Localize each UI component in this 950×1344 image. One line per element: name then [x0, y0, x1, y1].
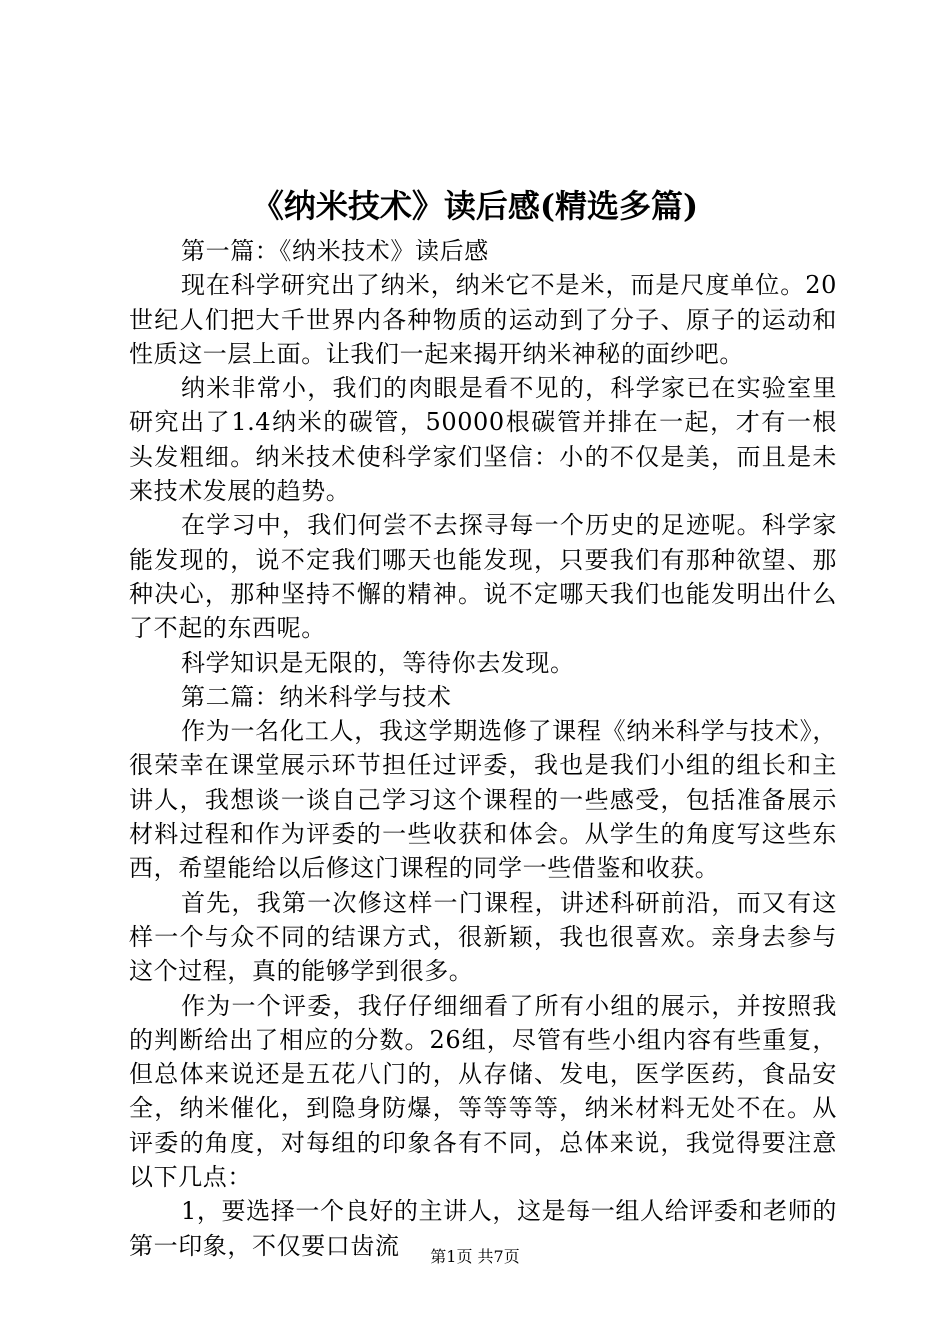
paragraph: 1，要选择一个良好的主讲人，这是每一组人给评委和老师的第一印象，不仅要口齿流: [129, 1197, 837, 1260]
paragraph: 现在科学研究出了纳米，纳米它不是米，而是尺度单位。20世纪人们把大千世界内各种物质的运动到了分子、原子的运动和性质这一层上面。让我们一起来揭开纳米神秘的面纱吧。: [129, 271, 837, 368]
section-heading-2: 第二篇：纳米科学与技术: [181, 682, 452, 711]
section-heading-1: 第一篇：《纳米技术》读后感: [181, 237, 489, 265]
paragraph: 纳米非常小，我们的肉眼是看不见的，科学家已在实验室里研究出了1.4纳米的碳管，50000根碳管并排在一起，才有一根头发粗细。纳米技术使科学家们坚信：小的不仅是美，而且是未来技术发展的趋势。: [129, 374, 837, 506]
page-footer: 第1页 共7页: [430, 1247, 520, 1266]
paragraph: 作为一名化工人，我这学期选修了课程《纳米科学与技术》，很荣幸在课堂展示环节担任过评委，我也是我们小组的组长和主讲人，我想谈一谈自己学习这个课程的一些感受，包括准备展示材料过程和作为评委的一些收获和体会。从学生的角度写这些东西，希望能给以后修这门课程的同学一些借鉴和收获。: [129, 717, 837, 883]
paragraph: 在学习中，我们何尝不去探寻每一个历史的足迹呢。科学家能发现的，说不定我们哪天也能发现，只要我们有那种欲望、那种决心，那种坚持不懈的精神。说不定哪天我们也能发明出什么了不起的东西呢。: [129, 511, 837, 643]
paragraph: 作为一个评委，我仔仔细细看了所有小组的展示，并按照我的判断给出了相应的分数。26组，尽管有些小组内容有些重复，但总体来说还是五花八门的，从存储、发电，医学医药，食品安全，纳米催化，到隐身防爆，等等等等，纳米材料无处不在。从评委的角度，对每组的印象各有不同，总体来说，我觉得要注意以下几点：: [129, 991, 837, 1192]
paragraph: 科学知识是无限的，等待你去发现。: [181, 648, 575, 677]
document-body: [129, 234, 837, 1263]
paragraph: 首先，我第一次修这样一门课程，讲述科研前沿，而又有这样一个与众不同的结课方式，很新颖，我也很喜欢。亲身去参与这个过程，真的能够学到很多。: [129, 888, 837, 986]
document-title: 《纳米技术》读后感(精选多篇): [251, 187, 699, 225]
